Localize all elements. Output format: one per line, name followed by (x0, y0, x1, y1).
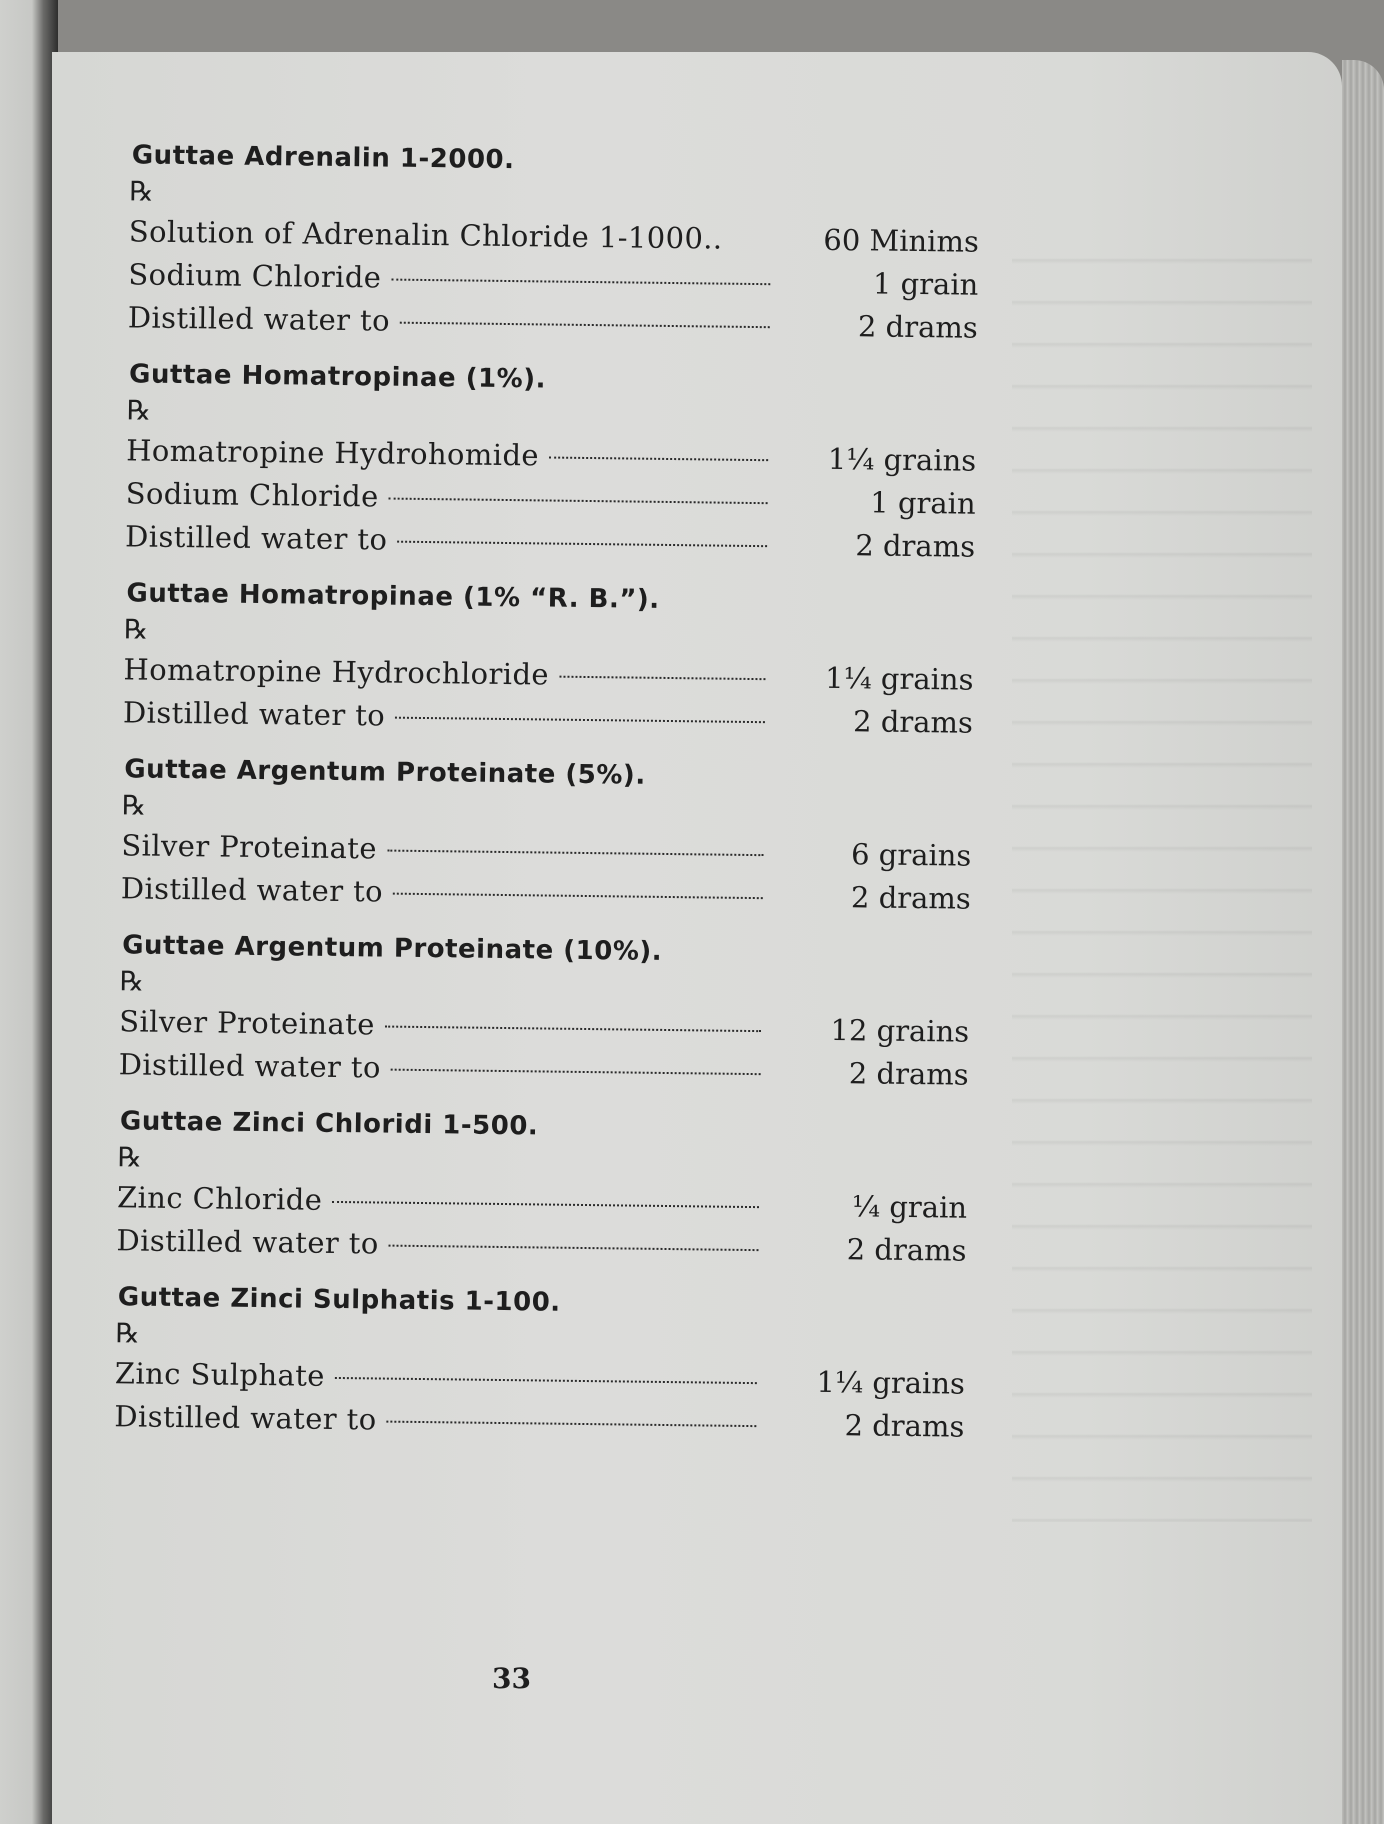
ingredient-amount: 1 grain (870, 485, 976, 521)
recipe-title: Guttae Argentum Proteinate (5%). (124, 754, 646, 791)
ingredient-amount: 1¼ grains (827, 441, 977, 478)
dot-leader (400, 322, 770, 329)
recipe-title: Guttae Zinci Sulphatis 1-100. (117, 1282, 561, 1318)
dot-leader (397, 541, 767, 548)
dot-leader (391, 279, 770, 286)
ingredient-name: Distilled water to (114, 1399, 377, 1437)
ingredient-name: Silver Proteinate (119, 1004, 375, 1042)
dot-leader (387, 850, 763, 857)
recipe (86, 1106, 968, 1273)
ingredient-name: Zinc Sulphate (114, 1356, 326, 1393)
ingredient-name: Distilled water to (118, 1047, 382, 1085)
dot-leader (389, 498, 768, 505)
rx-symbol: ℞ (119, 966, 145, 998)
recipe (93, 578, 975, 745)
ingredient-amount: 2 drams (850, 880, 972, 916)
ingredient-amount: 1¼ grains (824, 660, 974, 697)
dot-leader (385, 1026, 761, 1033)
rx-symbol: ℞ (117, 1142, 142, 1174)
rx-symbol: ℞ (126, 395, 152, 427)
ingredient-name: Distilled water to (122, 695, 386, 733)
rx-symbol: ℞ (115, 1318, 140, 1350)
ingredient-amount: 2 drams (855, 528, 976, 564)
recipe (88, 930, 970, 1097)
page-content (84, 140, 980, 1469)
ingredient-amount: 6 grains (850, 837, 972, 873)
ingredient-name: Distilled water to (116, 1223, 379, 1261)
ingredient-name: Sodium Chloride (128, 257, 382, 295)
ingredient-amount: 2 drams (844, 1408, 965, 1444)
rx-symbol: ℞ (129, 176, 154, 208)
ingredient-amount: 60 Minims (823, 222, 980, 259)
dot-leader (559, 676, 766, 681)
recipe-title: Guttae Argentum Proteinate (10%). (121, 930, 663, 967)
dot-leader (395, 717, 765, 724)
ingredient-name: Homatropine Hydrohomide (126, 433, 540, 473)
recipe (95, 359, 977, 569)
ingredient-name: Distilled water to (120, 871, 384, 909)
dot-leader (393, 893, 763, 900)
dot-leader (389, 1245, 759, 1252)
ingredient-name: Solution of Adrenalin Chloride 1-1000.. (128, 214, 723, 256)
show-through-text (1012, 222, 1312, 1522)
ingredient-amount: 2 drams (852, 704, 974, 740)
ingredient-amount: 2 drams (848, 1056, 969, 1092)
ingredient-name: Homatropine Hydrochloride (123, 652, 550, 692)
dot-leader (549, 457, 768, 462)
ingredient-amount: 1 grain (872, 266, 979, 302)
ingredient-name: Silver Proteinate (121, 828, 378, 866)
recipe-title: Guttae Homatropinae (1%). (128, 359, 547, 395)
ingredient-amount: ¼ grain (851, 1189, 968, 1225)
ingredient-name: Sodium Chloride (125, 476, 379, 514)
recipe-title: Guttae Homatropinae (1% “R. B.”). (126, 578, 660, 615)
ingredient-amount: 12 grains (830, 1012, 970, 1049)
recipe (84, 1282, 966, 1449)
recipe (98, 140, 980, 350)
recipe (91, 754, 973, 921)
ingredient-amount: 2 drams (846, 1232, 967, 1268)
ingredient-name: Zinc Chloride (116, 1180, 323, 1217)
dot-leader (391, 1069, 761, 1076)
ingredient-name: Distilled water to (127, 300, 391, 338)
rx-symbol: ℞ (121, 790, 147, 822)
page-number: 33 (492, 1662, 531, 1695)
ingredient-amount: 2 drams (857, 309, 978, 345)
ingredient-amount: 1¼ grains (816, 1364, 966, 1401)
dot-leader (335, 1377, 757, 1384)
recipe-title: Guttae Zinci Chloridi 1-500. (119, 1106, 539, 1142)
page-edges (1342, 60, 1384, 1824)
dot-leader (332, 1201, 759, 1208)
rx-symbol: ℞ (123, 614, 149, 646)
ingredient-name: Distilled water to (124, 519, 388, 557)
book-spine (0, 0, 58, 1824)
recipe-title: Guttae Adrenalin 1-2000. (131, 140, 515, 176)
dot-leader (387, 1421, 757, 1428)
